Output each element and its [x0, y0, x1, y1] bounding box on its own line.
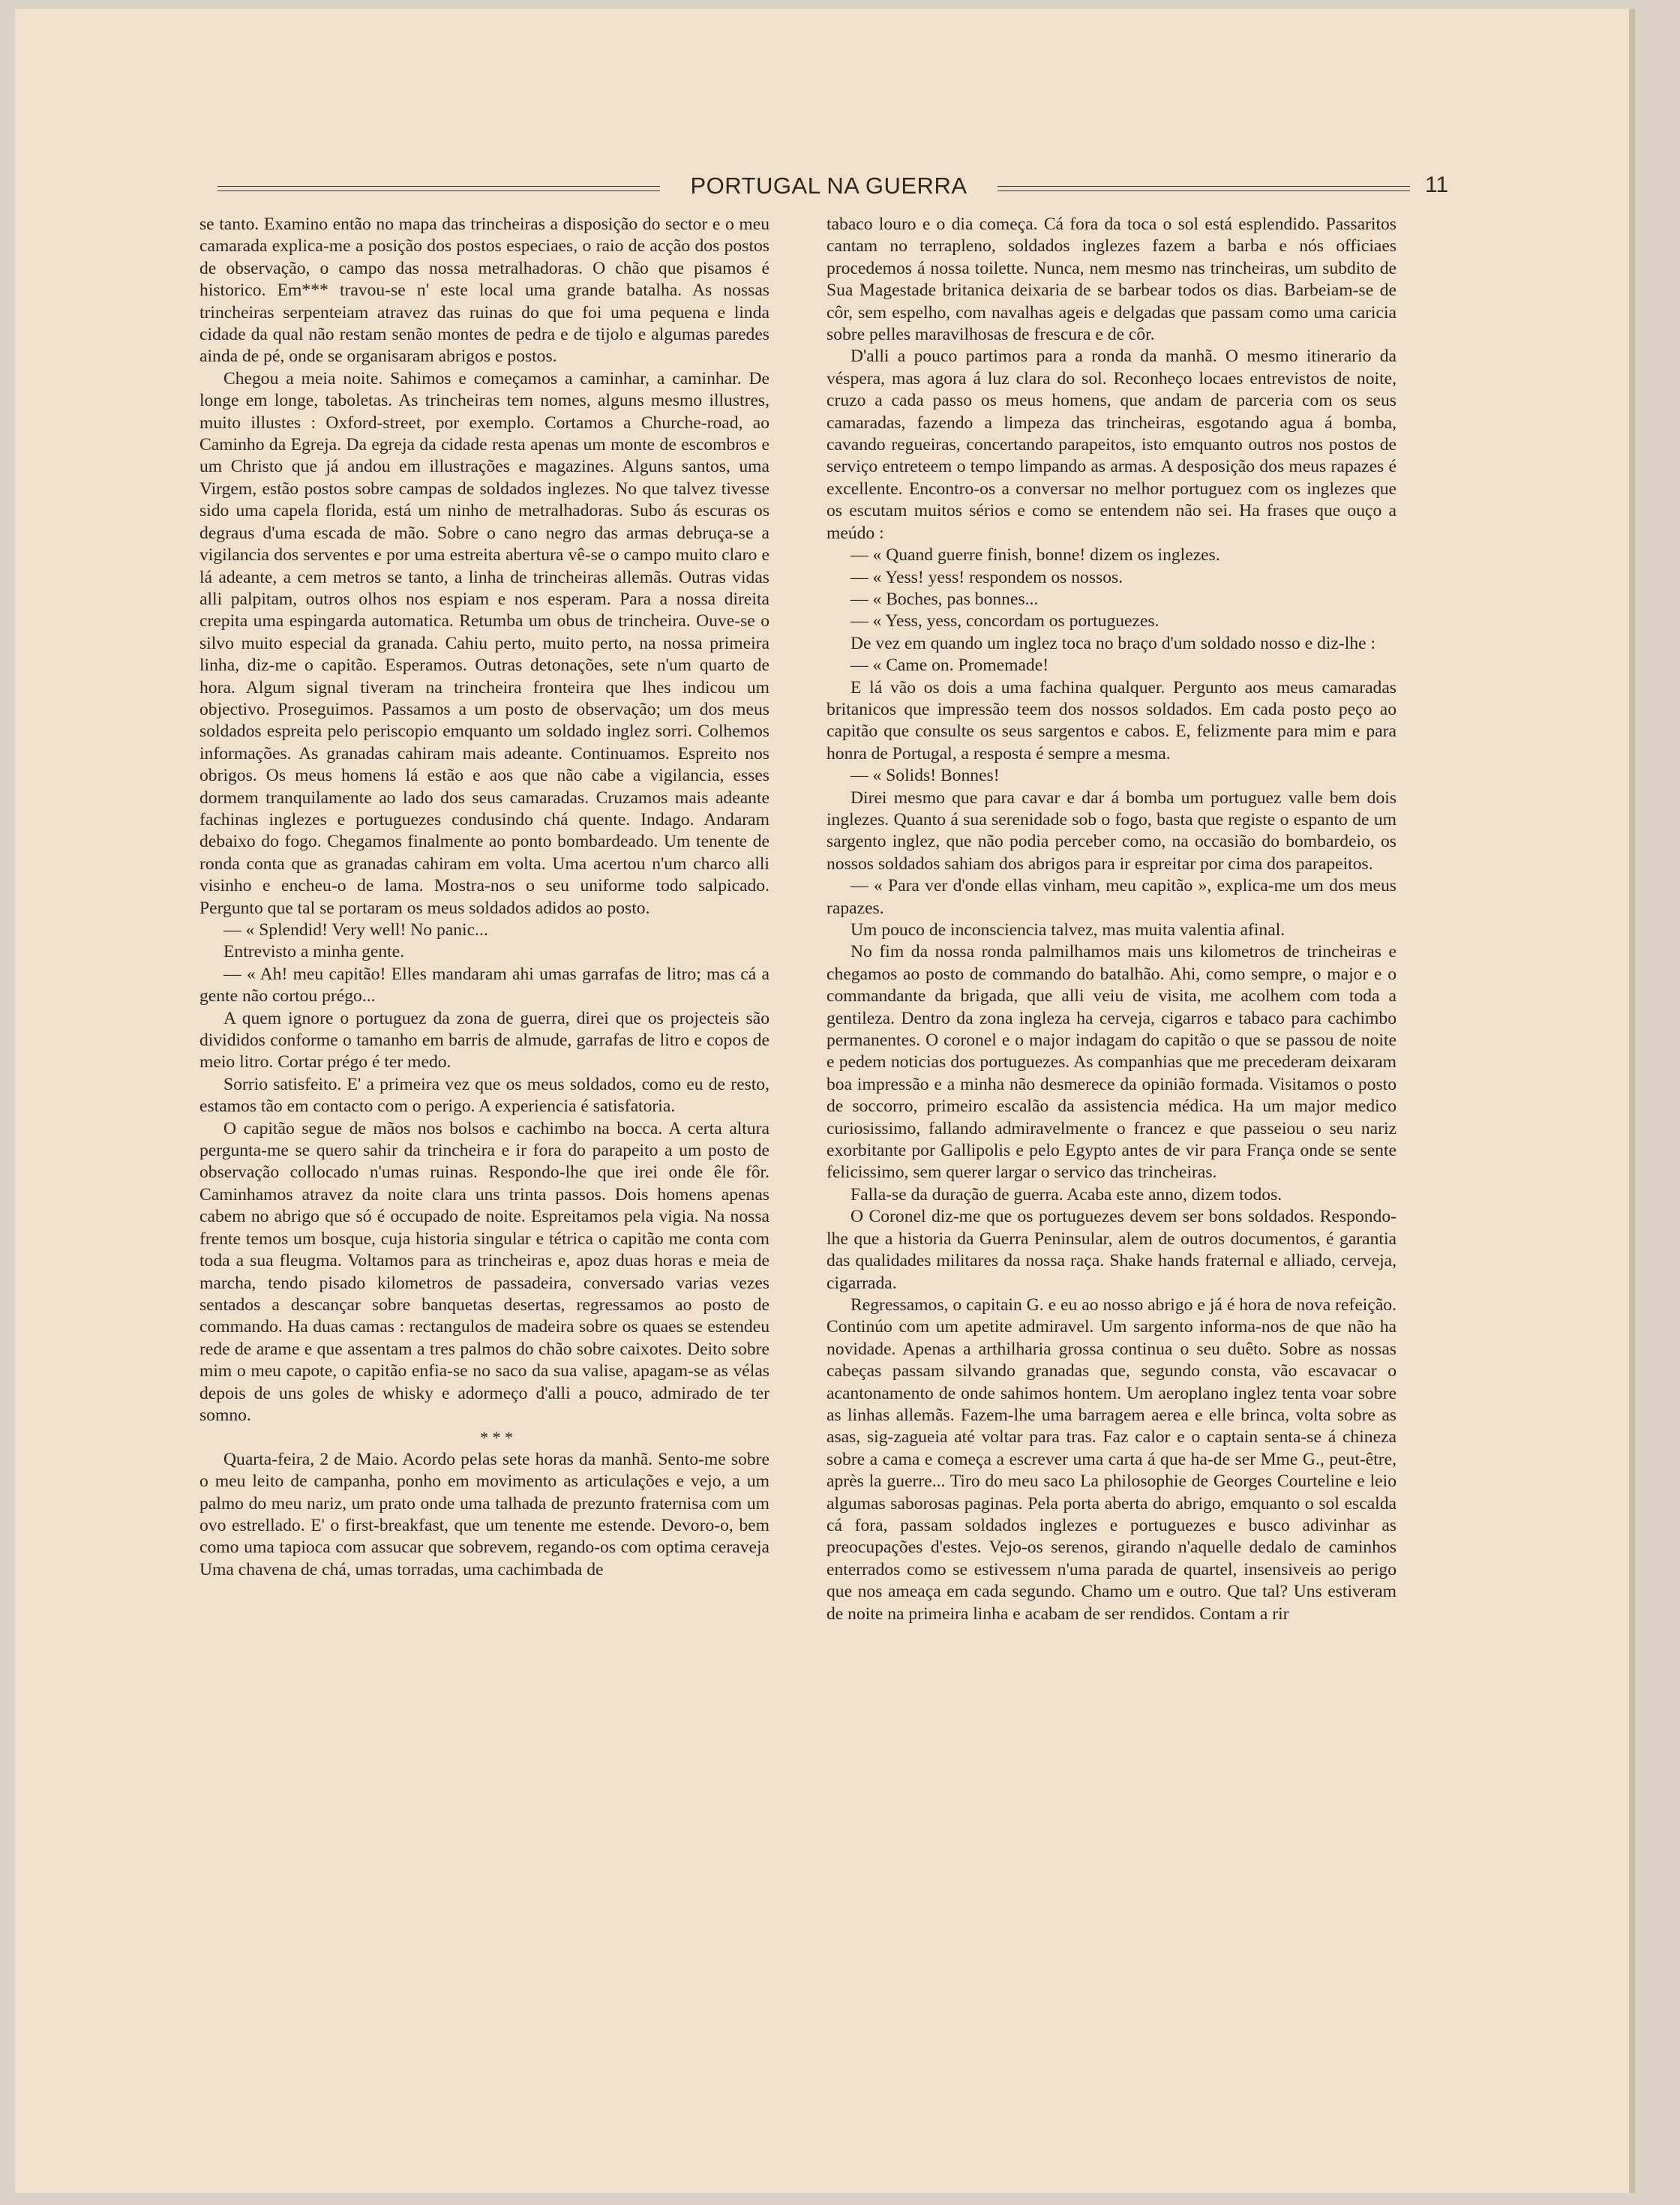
paragraph: Regressamos, o capitain G. e eu ao nosso abrigo e já é hora de nova refeição. Continúo com um apetite admiravel. Um sargento informa-nos de que não ha novidade. Apenas a arthilharia grossa continua o seu duêto. Sobre as nossas cabeças passam silvando granadas que, segundo consta, vão escavacar o acantonamento de onde sahimos hontem. Um aeroplano inglez tenta voar sobre as linhas allemãs. Fazem-lhe uma barragem aerea e elle brinca, volta sobre as asas, sig-zagueia até voltar para tras. Faz calor e o captain senta-se á chineza sobre a cama e começa a escrever uma carta á que ha-de ser Mme G., peut-être, après la guerre... Tiro do meu saco La philosophie de Georges Courteline e leio algumas saborosas paginas. Pela porta aberta do abrigo, emquanto o sol escalda cá fora, passam soldados inglezes e portuguezes e busco adivinhar as preocupações d'estes. Vejo-os serenos, girando n'aquelle dedalo de caminhos enterrados como se estivessem n'uma parada de quartel, insensiveis ao perigo que nos ameaça em cada segundo. Chamo um e outro. Que tal? Uns estiveram de noite na primeira linha e acabam de ser rendidos. Contam a rir — [826, 1294, 1396, 1624]
page-number: 11 — [1425, 172, 1449, 197]
section-separator: * * * — [480, 1428, 513, 1448]
page-header — [202, 172, 1462, 202]
dialogue-line: — « Ah! meu capitão! Elles mandaram ahi umas garrafas de litro; mas cá a gente não cortou prégo... — [200, 964, 770, 1006]
paragraph: se tanto. Examino então no mapa das trincheiras a disposição do sector e o meu camarada explica-me a posição dos postos especiaes, o raio de acção dos postos de observação, o campo das nossa metralhadoras. O chão que pisamos é historico. Em*** travou-se n' este local uma grande batalha. As nossas trincheiras serpenteiam atravez das ruinas do que foi uma pequena e linda cidade da qual não restam senão montes de pedra e de tijolo e algumas paredes ainda de pé, onde se organisaram abrigos e postos. — [200, 214, 770, 367]
paragraph: Direi mesmo que para cavar e dar á bomba um portuguez valle bem dois inglezes. Quanto á sua serenidade sob o fogo, basta que registe o espanto de um sargento inglez, que não podia perceber como, na occasião do bombardeio, os nossos soldados sahiam dos abrigos para ir espreitar por cima dos parapeitos. — [826, 788, 1396, 874]
page-title: PORTUGAL NA GUERRA — [690, 172, 968, 199]
paragraph: A quem ignore o portuguez da zona de guerra, direi que os projecteis são divididos conforme o tamanho em barris de almude, garrafas de litro e copos de meio litro. Cortar prégo é ter medo. — [200, 1008, 770, 1072]
paragraph: De vez em quando um inglez toca no braço d'um soldado nosso e diz-lhe : — [850, 633, 1376, 653]
paragraph: Quarta-feira, 2 de Maio. Acordo pelas sete horas da manhã. Sento-me sobre o meu leito de campanha, ponho em movimento as articulações e vejo, a um palmo do meu nariz, um prato onde uma talhada de prezunto fraternisa com um ovo estrellado. E' o first-breakfast, que um tenente me estende. Devoro-o, bem como uma tapioca com assucar que sobrevem, regando-os com optima ceraveja Uma chavena de chá, umas torradas, uma cachimbada de — [200, 1449, 770, 1580]
header-rule-left — [218, 186, 660, 191]
right-column — [826, 214, 1396, 1625]
dialogue-line: — « Yess, yess, concordam os portuguezes. — [850, 611, 1160, 632]
paragraph: tabaco louro e o dia começa. Cá fora da toca o sol está esplendido. Passaritos cantam no terrapleno, soldados inglezes fazem a barba e nós officiaes procedemos á nossa toilette. Nunca, nem mesmo nas trincheiras, um subdito de Sua Magestade britanica deixaria de se barbear todos os dias. Barbeiam-se de côr, sem espelho, com navalhas ageis e delgadas que passam como uma caricia sobre pelles maravilhosas de frescura e de côr. — [826, 214, 1396, 345]
paragraph: D'alli a pouco partimos para a ronda da manhã. O mesmo itinerario da véspera, mas agora á luz clara do sol. Reconheço locaes entrevistos de noite, cruzo a cada passo os meus homens, que andam de parceria com os seus camaradas, fazendo a limpeza das trincheiras, esgotando agua á bomba, cavando regueiras, concertando parapeitos, isto emquanto outros nos postos de serviço entreteem o tempo limpando as armas. A desposição dos meus rapazes é excellente. Encontro-os a conversar no melhor portuguez com os inglezes que os escutam muitos sérios e como se entendem não sei. Ha frases que ouço a meúdo : — [826, 346, 1396, 543]
left-column — [200, 214, 770, 1581]
paragraph: O Coronel diz-me que os portuguezes devem ser bons soldados. Respondo-lhe que a historia da Guerra Peninsular, alem de outros documentos, é garantia das qualidades militares da nossa raça. Shake hands fraternal e alliado, cerveja, cigarrada. — [826, 1207, 1396, 1293]
dialogue-line: — « Para ver d'onde ellas vinham, meu capitão », explica-me um dos meus rapazes. — [826, 876, 1396, 918]
paragraph: No fim da nossa ronda palmilhamos mais uns kilometros de trincheiras e chegamos ao posto de commando do batalhão. Ahi, como sempre, o major e o commandante da brigada, que alli veiu de visita, me acolhem com toda a gentileza. Dentro da zona ingleza ha cerveja, cigarros e tabaco para cachimbo permanentes. O coronel e o major indagam do capitão o que se passou de noite e pedem noticias dos portuguezes. As companhias que me precederam deixaram boa impressão e a minha não desmerece da opinião formada. Visitamos o posto de soccorro, primeiro escalão da assistencia médica. Ha um major medico curiosissimo, fallando admiravelmente o francez e que passeiou o seu nariz exorbitante por Gallipolis e pelo Egypto antes de vir para França onde se sente felicissimo, sem querer largar o servico das trincheiras. — [826, 942, 1396, 1183]
paragraph: Falla-se da duração de guerra. Acaba este anno, dizem todos. — [850, 1184, 1282, 1204]
paragraph: Chegou a meia noite. Sahimos e começamos a caminhar, a caminhar. De longe em longe, taboletas. As trincheiras tem nomes, alguns mesmo illustres, muito illustes : Oxford-street, por exemplo. Cortamos a Churche-road, ao Caminho da Egreja. Da egreja da cidade resta apenas um monte de escombros e um Christo que já andou em illustrações e magazines. Alguns santos, uma Virgem, estão postos sobre campas de soldados inglezes. No que talvez tivesse sido uma capela florida, está um ninho de metralhadoras. Subo ás escuras os degraus d'uma escada de mão. Sobre o cano negro das armas debruça-se a vigilancia dos serventes e por uma estreita abertura vê-se o campo muito claro e lá adeante, a cem metros se tanto, a linha de trincheiras allemãs. Outras vidas alli palpitam, outros olhos nos espiam e nos esperam. Para a nossa direita crepita uma espingarda automatica. Retumba um obus de trincheira. Ouve-se o silvo muito especial da granada. Cahiu perto, muito perto, na nossa primeira linha, diz-me o capitão. Esperamos. Outras detonações, sete n'um quarto de hora. Algum signal tiveram na trincheira fronteira que lhes indicou um objectivo. Proseguimos. Passamos a um posto de observação; um dos meus soldados espreita pelo periscopio emquanto um soldado inglez sorri. Colhemos informações. As granadas cahiram mais adeante. Continuamos. Espreito nos obrigos. Os meus homens lá estão e aos que não cabe a vigilancia, esses dormem tranquilamente ao lado dos seus camaradas. Cruzamos mais adeante fachinas inglezes e portuguezes condusindo chá quente. Indago. Andaram debaixo do fogo. Chegamos finalmente ao ponto bombardeado. Um tenente de ronda conta que as granadas cahiram em volta. Uma acertou n'um charco alli visinho e encheu-o de lama. Mostra-nos o seu uniforme todo salpicado. Pergunto que tal se portaram os meus soldados adidos ao posto. — [200, 368, 770, 918]
dialogue-line: — « Splendid! Very well! No panic... — [224, 920, 488, 940]
dialogue-line: — « Yess! yess! respondem os nossos. — [850, 567, 1124, 587]
paragraph: O capitão segue de mãos nos bolsos e cachimbo na bocca. A certa altura pergunta-me se quero sahir da trincheira e ir fora do parapeito a um posto de observação collocado n'umas ruinas. Respondo-lhe que irei onde êle fôr. Caminhamos atravez da noite clara uns trinta passos. Dois homens apenas cabem no abrigo que só é occupado de noite. Espreitamos pela vigia. Na nossa frente temos um bosque, cuja historia singular e tétrica o capitão me conta com toda a sua fleugma. Voltamos para as trincheiras e, apoz duas horas e meia de marcha, tendo pisado kilometros de passadeira, conversado varias vezes sentados a descançar sobre banquetas desertas, regressamos ao posto de commando. Ha duas camas : rectangulos de madeira sobre os quaes se estendeu rede de arame e que assentam a tres palmos do chão sobre caixotes. Deito sobre mim o meu capote, o capitão enfia-se no saco da sua valise, apagam-se as vélas depois de uns goles de whisky e adormeço d'alli a pouco, admirado de ter somno. — [200, 1118, 770, 1425]
paragraph: E lá vão os dois a uma fachina qualquer. Pergunto aos meus camaradas britanicos que impressão teem dos nossos soldados. Em cada posto peço ao capitão que consulte os seus sargentos e cabos. E, felizmente para mim e para honra de Portugal, a resposta é sempre a mesma. — [826, 677, 1396, 764]
dialogue-line: — « Came on. Promemade! — [850, 656, 1049, 676]
dialogue-line: — « Boches, pas bonnes... — [850, 589, 1039, 609]
paragraph: Sorrio satisfeito. E' a primeira vez que os meus soldados, como eu de resto, estamos tão em contacto com o perigo. A experiencia é satisfatoria. — [200, 1074, 770, 1117]
paragraph: Um pouco de inconsciencia talvez, mas muita valentia afinal. — [850, 920, 1286, 940]
dialogue-line: — « Quand guerre finish, bonne! dizem os inglezes. — [850, 545, 1220, 566]
dialogue-line: — « Solids! Bonnes! — [850, 766, 1000, 786]
header-rule-right — [998, 186, 1410, 191]
paragraph: Entrevisto a minha gente. — [224, 942, 405, 962]
